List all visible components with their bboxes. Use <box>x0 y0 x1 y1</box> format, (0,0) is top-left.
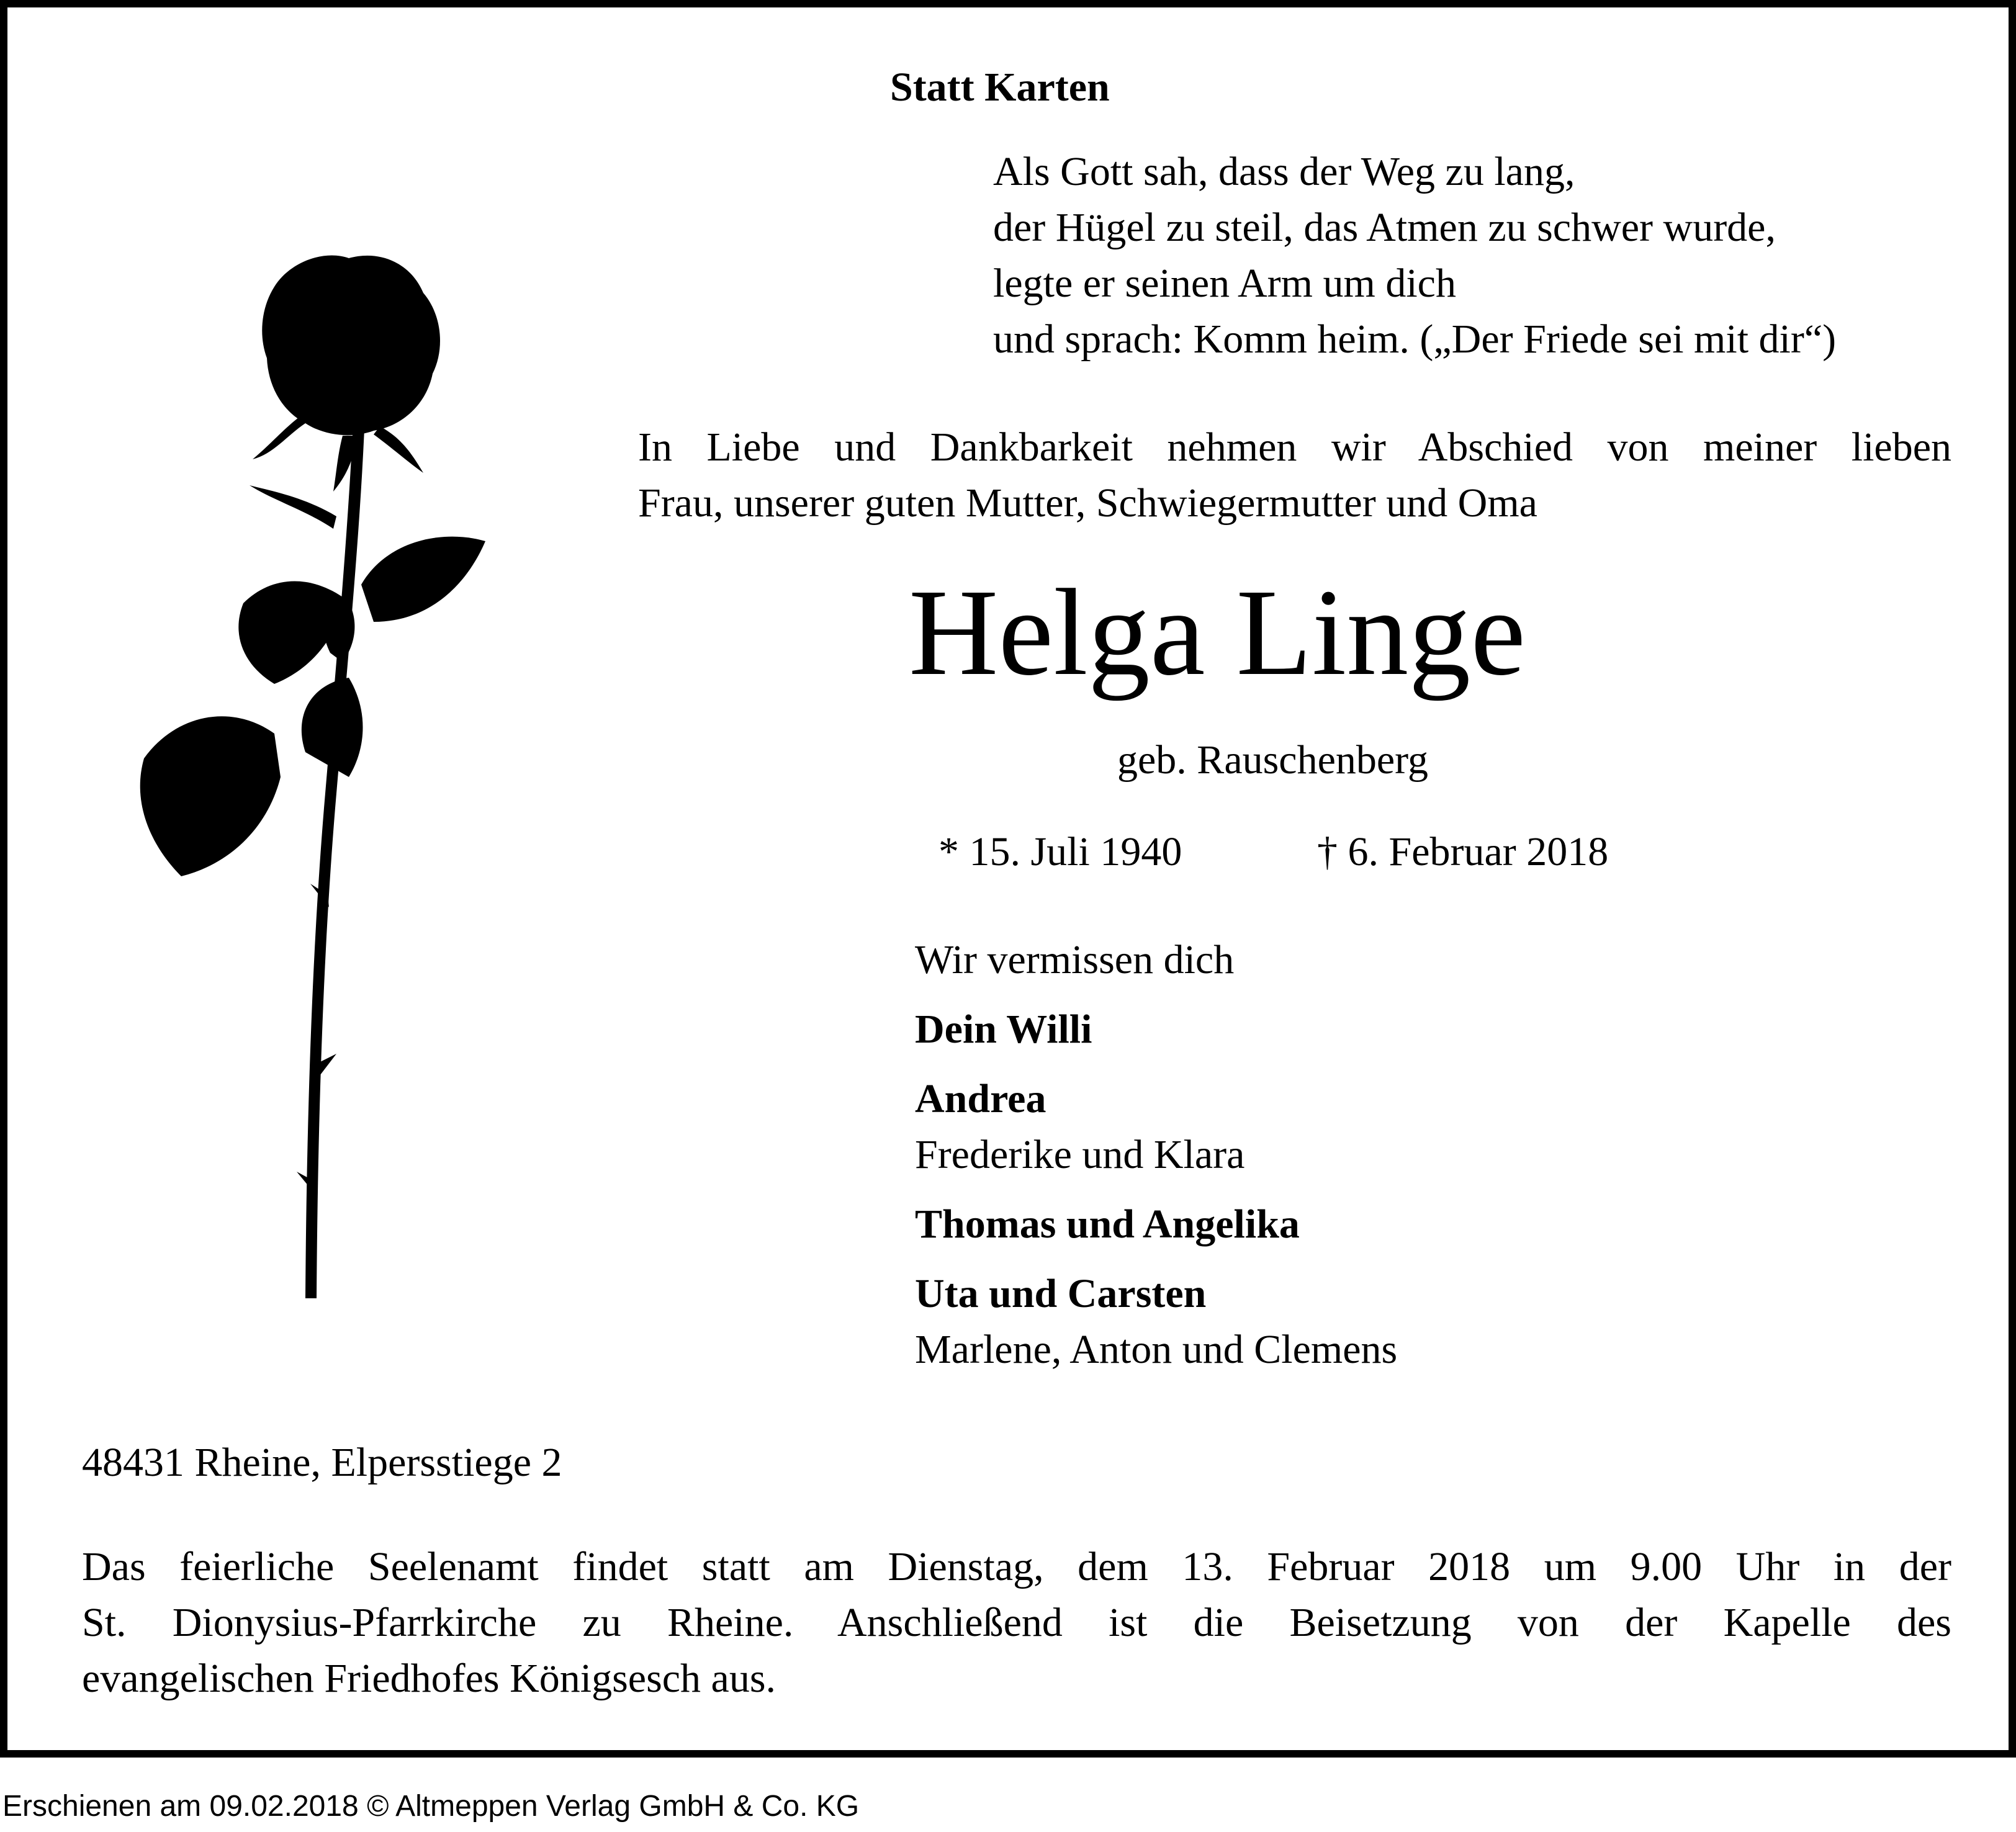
deceased-name: Helga Linge <box>909 564 1526 701</box>
family-member: Andrea <box>915 1076 1046 1121</box>
death-date: † 6. Februar 2018 <box>1317 829 1609 874</box>
service-line: Das feierliche Seelenamt findet statt am Dienstag, dem 13. Februar 2018 um 9.00 Uhr in der <box>82 1544 1951 1589</box>
intro-text <box>638 420 1951 531</box>
family-signatures <box>915 932 1397 1378</box>
birth-name: geb. Rauschenberg <box>1117 737 1428 783</box>
poem <box>993 144 1836 367</box>
poem-line: Als Gott sah, dass der Weg zu lang, <box>993 149 1575 194</box>
family-member: Uta und Carsten <box>915 1271 1207 1316</box>
publication-credit: Erschienen am 09.02.2018 © Altmeppen Verlag GmbH & Co. KG <box>2 1790 860 1823</box>
service-line: evangelischen Friedhofes Königsesch aus. <box>82 1656 776 1701</box>
birth-date: * 15. Juli 1940 <box>938 829 1182 874</box>
poem-line: der Hügel zu steil, das Atmen zu schwer wurde, <box>993 205 1776 250</box>
family-member: Dein Willi <box>915 1007 1092 1052</box>
intro-line: In Liebe und Dankbarkeit nehmen wir Abschied von meiner lieben <box>638 424 1951 470</box>
intro-line: Frau, unserer guten Mutter, Schwiegermutter und Oma <box>638 480 1537 526</box>
miss-line: Wir vermissen dich <box>915 937 1235 982</box>
header-title: Statt Karten <box>890 65 1110 110</box>
family-member: Thomas und Angelika <box>915 1201 1300 1247</box>
service-info <box>82 1539 1951 1707</box>
family-grandchildren: Frederike und Klara <box>915 1132 1245 1177</box>
family-grandchildren: Marlene, Anton und Clemens <box>915 1327 1398 1372</box>
poem-line: legte er seinen Arm um dich <box>993 261 1456 306</box>
address: 48431 Rheine, Elpersstiege 2 <box>82 1440 562 1485</box>
black-rose-icon <box>119 249 566 1298</box>
service-line: St. Dionysius-Pfarrkirche zu Rheine. Anschließend ist die Beisetzung von der Kapelle des <box>82 1600 1951 1645</box>
poem-line: und sprach: Komm heim. („Der Friede sei mit dir“) <box>993 317 1837 362</box>
